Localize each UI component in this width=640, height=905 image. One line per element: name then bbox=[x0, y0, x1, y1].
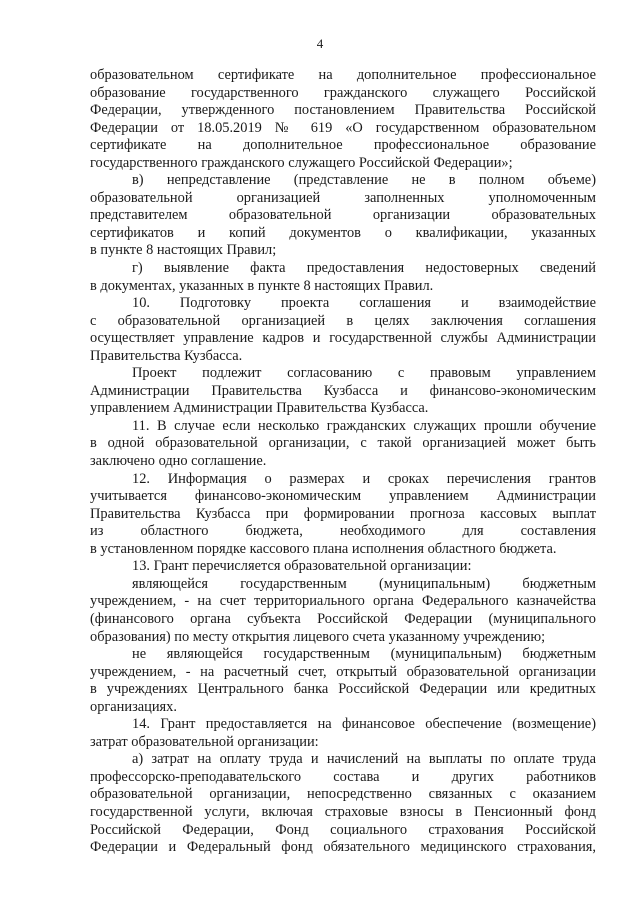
text-line: образовательной организацией заполненных уполномоченным bbox=[90, 189, 596, 206]
text-line: 10. Подготовку проекта соглашения и взаимодействие bbox=[132, 295, 596, 312]
text-line: представителем образовательной организации образовательных bbox=[90, 207, 596, 224]
text-line: профессорско-преподавательского состава и других работников bbox=[90, 768, 596, 785]
document-body bbox=[90, 67, 596, 857]
text-line: не являющейся государственным (муниципальным) бюджетным bbox=[132, 646, 596, 663]
text-line: государственного гражданского служащего Российской Федерации»; bbox=[90, 154, 513, 171]
text-line: в учреждениях Центрального банка Российской Федерации или кредитных bbox=[90, 681, 596, 698]
paragraph bbox=[90, 576, 596, 646]
text-line: Федерации от 18.05.2019 № 619 «О государственном образовательном bbox=[90, 119, 596, 136]
text-line: из областного бюджета, необходимого для составления bbox=[90, 523, 596, 540]
text-line: Проект подлежит согласованию с правовым управлением bbox=[132, 365, 596, 382]
text-line: а) затрат на оплату труда и начислений на выплаты по оплате труда bbox=[132, 751, 596, 768]
paragraph bbox=[90, 67, 596, 172]
page-number: 4 bbox=[316, 36, 324, 51]
text-line: Правительства Кузбасса при формировании прогноза кассовых выплат bbox=[90, 505, 596, 522]
text-line: учреждением, - на счет территориального органа Федерального казначейства bbox=[90, 593, 596, 610]
paragraph bbox=[90, 365, 596, 418]
text-line: Администрации Правительства Кузбасса и финансово-экономическим bbox=[90, 382, 596, 399]
paragraph bbox=[90, 418, 596, 471]
text-line: сертификатов и копий документов о квалификации, указанных bbox=[90, 224, 596, 241]
text-line: учитывается финансово-экономическим управлением Администрации bbox=[90, 488, 596, 505]
text-line: управлением Администрации Правительства Кузбасса. bbox=[90, 400, 429, 417]
text-line: Российской Федерации, Фонд социального страхования Российской bbox=[90, 821, 596, 838]
text-line: в одной образовательной организации, с такой организацией может быть bbox=[90, 435, 596, 452]
text-line: г) выявление факта предоставления недостоверных сведений bbox=[132, 260, 596, 277]
text-line: затрат образовательной организации: bbox=[90, 733, 319, 750]
text-line: в) непредставление (представление не в полном объеме) bbox=[132, 172, 596, 189]
text-line: образования) по месту открытия лицевого счета указанному учреждению; bbox=[90, 628, 546, 645]
text-line: являющейся государственным (муниципальным) бюджетным bbox=[132, 575, 596, 592]
text-line: государственной услуги, включая страховые взносы в Пенсионный фонд bbox=[90, 803, 596, 820]
text-line: Федерации, утвержденного постановлением Правительства Российской bbox=[90, 102, 596, 119]
text-line: 13. Грант перечисляется образовательной организации: bbox=[132, 558, 472, 575]
text-line: осуществляет управление кадров и государственной службы Администрации bbox=[90, 330, 596, 347]
text-line: образовательной организации, непосредственно связанных с оказанием bbox=[90, 786, 596, 803]
paragraph bbox=[90, 646, 596, 716]
text-line: Федерации и Федеральный фонд обязательного медицинского страхования, bbox=[90, 839, 596, 856]
text-line: учреждением, - на расчетный счет, открытый образовательной организации bbox=[90, 663, 596, 680]
text-line: 12. Информация о размерах и сроках перечисления грантов bbox=[132, 470, 596, 487]
paragraph bbox=[90, 716, 596, 751]
paragraph bbox=[90, 751, 596, 856]
text-line: в установленном порядке кассового плана исполнения областного бюджета. bbox=[90, 540, 557, 557]
text-line: организациях. bbox=[90, 698, 177, 715]
text-line: заключено одно соглашение. bbox=[90, 453, 267, 470]
text-line: сертификате на дополнительное профессиональное образование bbox=[90, 137, 596, 154]
paragraph bbox=[90, 172, 596, 260]
paragraph bbox=[90, 295, 596, 365]
text-line: образовательном сертификате на дополнительное профессиональное bbox=[90, 67, 596, 83]
text-line: образование государственного гражданского служащего Российской bbox=[90, 84, 596, 101]
text-line: в пункте 8 настоящих Правил; bbox=[90, 242, 277, 259]
paragraph bbox=[90, 471, 596, 559]
text-line: Правительства Кузбасса. bbox=[90, 347, 243, 364]
text-line: (финансового органа субъекта Российской Федерации (муниципального bbox=[90, 610, 596, 627]
text-line: в документах, указанных в пункте 8 настоящих Правил. bbox=[90, 277, 434, 294]
paragraph bbox=[90, 558, 596, 576]
text-line: 11. В случае если несколько гражданских служащих прошли обучение bbox=[132, 417, 596, 434]
text-line: 14. Грант предоставляется на финансовое обеспечение (возмещение) bbox=[132, 716, 596, 733]
paragraph bbox=[90, 260, 596, 295]
text-line: с образовательной организацией в целях заключения соглашения bbox=[90, 312, 596, 329]
